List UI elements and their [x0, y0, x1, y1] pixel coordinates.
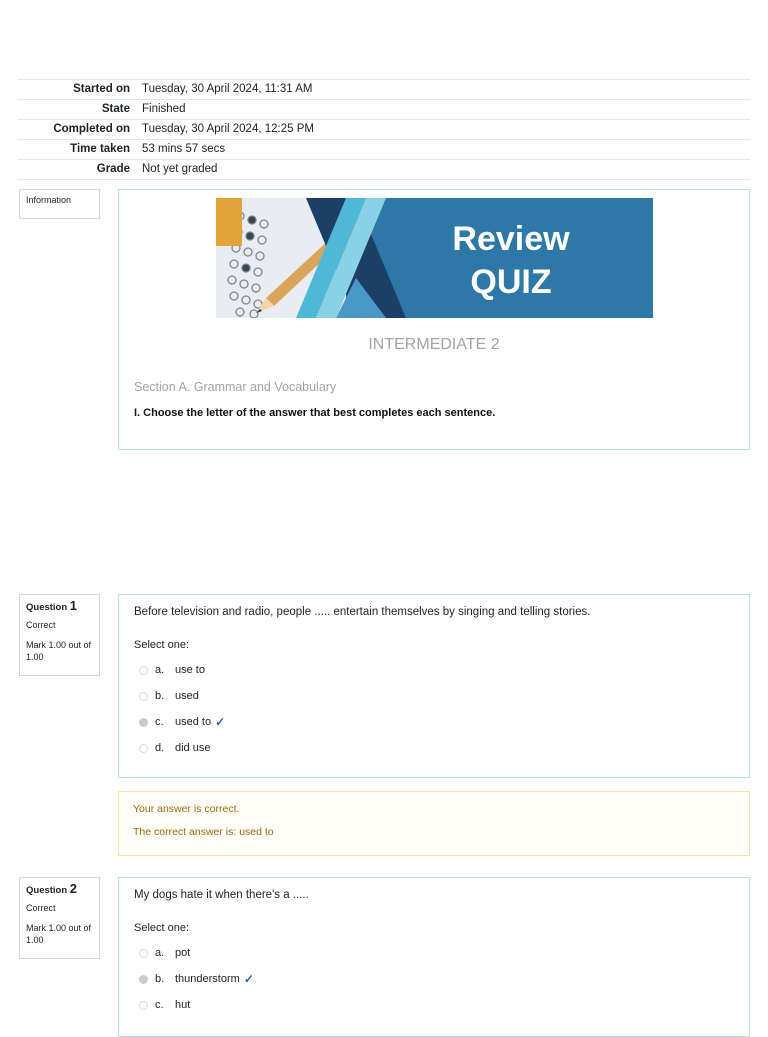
- option-text: hut: [175, 999, 191, 1011]
- summary-value: Tuesday, 30 April 2024, 12:25 PM: [142, 120, 750, 140]
- question-content: [118, 877, 750, 1037]
- correct-answer-text: The correct answer is: used to: [133, 826, 274, 838]
- summary-row: [18, 100, 750, 120]
- summary-label: Started on: [18, 80, 142, 100]
- question-number: 2: [69, 881, 77, 896]
- answer-option[interactable]: [139, 714, 225, 730]
- option-text: used to: [175, 716, 212, 728]
- radio-button-checked[interactable]: [139, 718, 148, 727]
- radio-button[interactable]: [139, 692, 148, 701]
- banner-stripes: [296, 198, 416, 318]
- level-heading: INTERMEDIATE 2: [368, 336, 500, 353]
- feedback-text: Your answer is correct.: [133, 803, 240, 815]
- answer-option[interactable]: [139, 971, 254, 987]
- answer-option[interactable]: [139, 662, 205, 678]
- question-state: Correct: [26, 903, 56, 913]
- summary-value: Not yet graded: [142, 160, 750, 180]
- section-heading: Section A. Grammar and Vocabulary: [134, 380, 337, 394]
- feedback-box: [118, 791, 750, 856]
- summary-label: Completed on: [18, 120, 142, 140]
- summary-value: Tuesday, 30 April 2024, 11:31 AM: [142, 80, 750, 100]
- summary-label: Time taken: [18, 140, 142, 160]
- banner-title-review: Review: [452, 220, 570, 258]
- select-one-label: Select one:: [134, 922, 190, 934]
- question-content: [118, 594, 750, 778]
- question-mark: Mark 1.00 out of 1.00: [26, 923, 92, 945]
- option-letter: b.: [155, 690, 165, 702]
- option-text: pot: [175, 947, 191, 959]
- summary-value: Finished: [142, 100, 750, 120]
- radio-button[interactable]: [139, 744, 148, 753]
- info-content: [118, 189, 750, 450]
- answer-option[interactable]: [139, 688, 199, 704]
- radio-button[interactable]: [139, 666, 148, 675]
- instruction-text: I. Choose the letter of the answer that best completes each sentence.: [134, 407, 496, 419]
- question-mark: Mark 1.00 out of 1.00: [26, 640, 92, 662]
- question-text: My dogs hate it when there's a .....: [134, 889, 309, 901]
- attempt-summary-table: [18, 79, 750, 180]
- summary-row: [18, 80, 750, 100]
- banner-title-quiz: QUIZ: [470, 263, 552, 301]
- question-number: 1: [69, 598, 77, 613]
- radio-button[interactable]: [139, 949, 148, 958]
- option-letter: c.: [155, 999, 164, 1011]
- radio-button-checked[interactable]: [139, 975, 148, 984]
- review-quiz-banner: [216, 198, 653, 318]
- option-letter: d.: [155, 742, 165, 754]
- summary-row: [18, 120, 750, 140]
- answer-option[interactable]: [139, 740, 210, 756]
- question-label: Question: [26, 602, 68, 613]
- info-label: Information: [26, 195, 72, 205]
- summary-value: 53 mins 57 secs: [142, 140, 750, 160]
- option-letter: c.: [155, 716, 164, 728]
- summary-label: State: [18, 100, 142, 120]
- answer-option[interactable]: [139, 945, 190, 961]
- summary-label: Grade: [18, 160, 142, 180]
- info-side-box: [19, 189, 100, 219]
- option-text: did use: [175, 742, 211, 754]
- answer-option[interactable]: [139, 997, 190, 1013]
- question-info-box: [19, 594, 100, 676]
- summary-row: [18, 160, 750, 180]
- check-icon: ✓: [215, 715, 226, 729]
- option-letter: a.: [155, 947, 165, 959]
- check-icon: ✓: [243, 972, 254, 986]
- option-text: use to: [175, 664, 205, 676]
- option-text: used: [175, 690, 199, 702]
- option-text: thunderstorm: [175, 973, 240, 985]
- option-letter: b.: [155, 973, 165, 985]
- banner-orange-accent: [216, 198, 242, 246]
- summary-row: [18, 140, 750, 160]
- option-letter: a.: [155, 664, 165, 676]
- question-text: Before television and radio, people ..... entertain themselves by singing and telling stories.: [134, 606, 591, 618]
- question-info-box: [19, 877, 100, 959]
- question-state: Correct: [26, 620, 56, 630]
- radio-button[interactable]: [139, 1001, 148, 1010]
- select-one-label: Select one:: [134, 639, 190, 651]
- question-label: Question: [26, 885, 68, 896]
